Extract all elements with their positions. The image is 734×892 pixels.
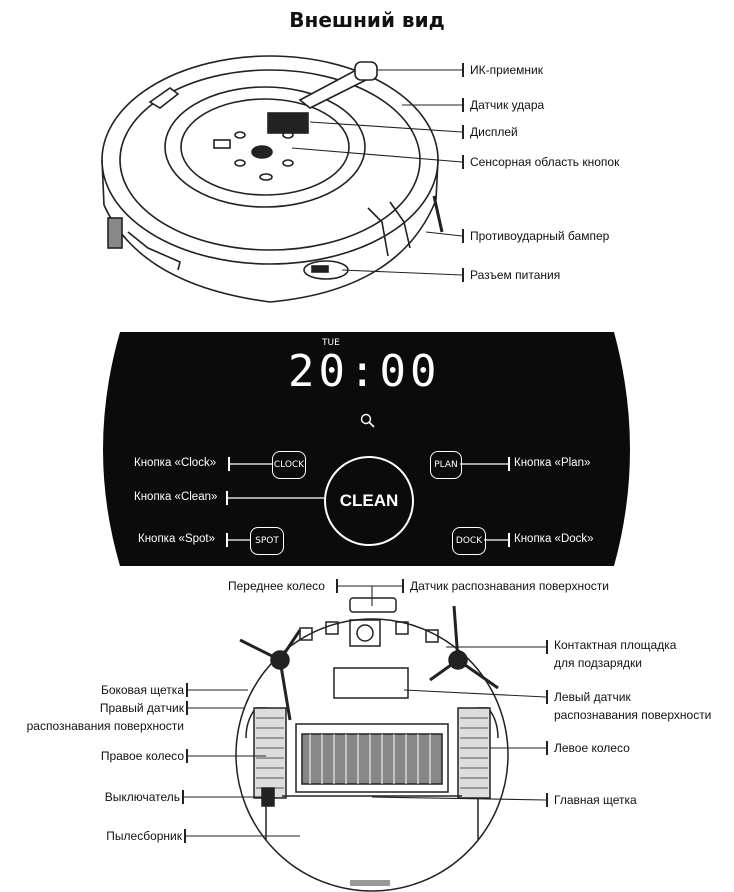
label-impact-sensor: Датчик удара	[470, 98, 545, 112]
label-display: Дисплей	[470, 125, 518, 139]
panel-day: TUE	[322, 338, 340, 348]
label-front-wheel: Переднее колесо	[228, 579, 325, 593]
label-main-brush: Главная щетка	[554, 793, 637, 807]
label-dust-bin: Пылесборник	[106, 829, 182, 843]
label-bumper: Противоударный бампер	[470, 229, 610, 243]
label-touch-area: Сенсорная область кнопок	[470, 155, 620, 169]
plan-button[interactable]: PLAN	[430, 451, 462, 479]
label-dock-button: Кнопка «Dock»	[514, 533, 594, 545]
spot-button[interactable]: SPOT	[250, 527, 284, 555]
label-charge-contact-2: для подзарядки	[554, 656, 642, 670]
label-left-sensor-2: распознавания поверхности	[554, 708, 712, 722]
label-charge-contact-1: Контактная площадка	[554, 638, 677, 652]
label-side-brush: Боковая щетка	[100, 683, 184, 697]
label-clock-button: Кнопка «Clock»	[134, 457, 217, 469]
label-right-wheel: Правое колесо	[100, 749, 184, 763]
panel-time: 20:00	[288, 346, 441, 397]
label-left-sensor-1: Левый датчик	[554, 690, 631, 704]
label-right-sensor-2: распознавания поверхности	[26, 719, 184, 733]
label-power-socket: Разъем питания	[470, 268, 561, 282]
label-plan-button: Кнопка «Plan»	[514, 457, 591, 469]
clean-button[interactable]: CLEAN	[324, 456, 414, 546]
page-title: Внешний вид	[289, 8, 445, 32]
label-ir-receiver: ИК-приемник	[470, 63, 543, 77]
dock-button[interactable]: DOCK	[452, 527, 486, 555]
label-spot-button: Кнопка «Spot»	[138, 533, 215, 545]
clock-button[interactable]: CLOCK	[272, 451, 306, 479]
label-switch: Выключатель	[104, 790, 180, 804]
label-right-sensor-1: Правый датчик	[99, 701, 184, 715]
label-surface-sensor: Датчик распознавания поверхности	[410, 579, 609, 593]
label-clean-button: Кнопка «Clean»	[134, 491, 218, 503]
label-left-wheel: Левое колесо	[554, 741, 630, 755]
